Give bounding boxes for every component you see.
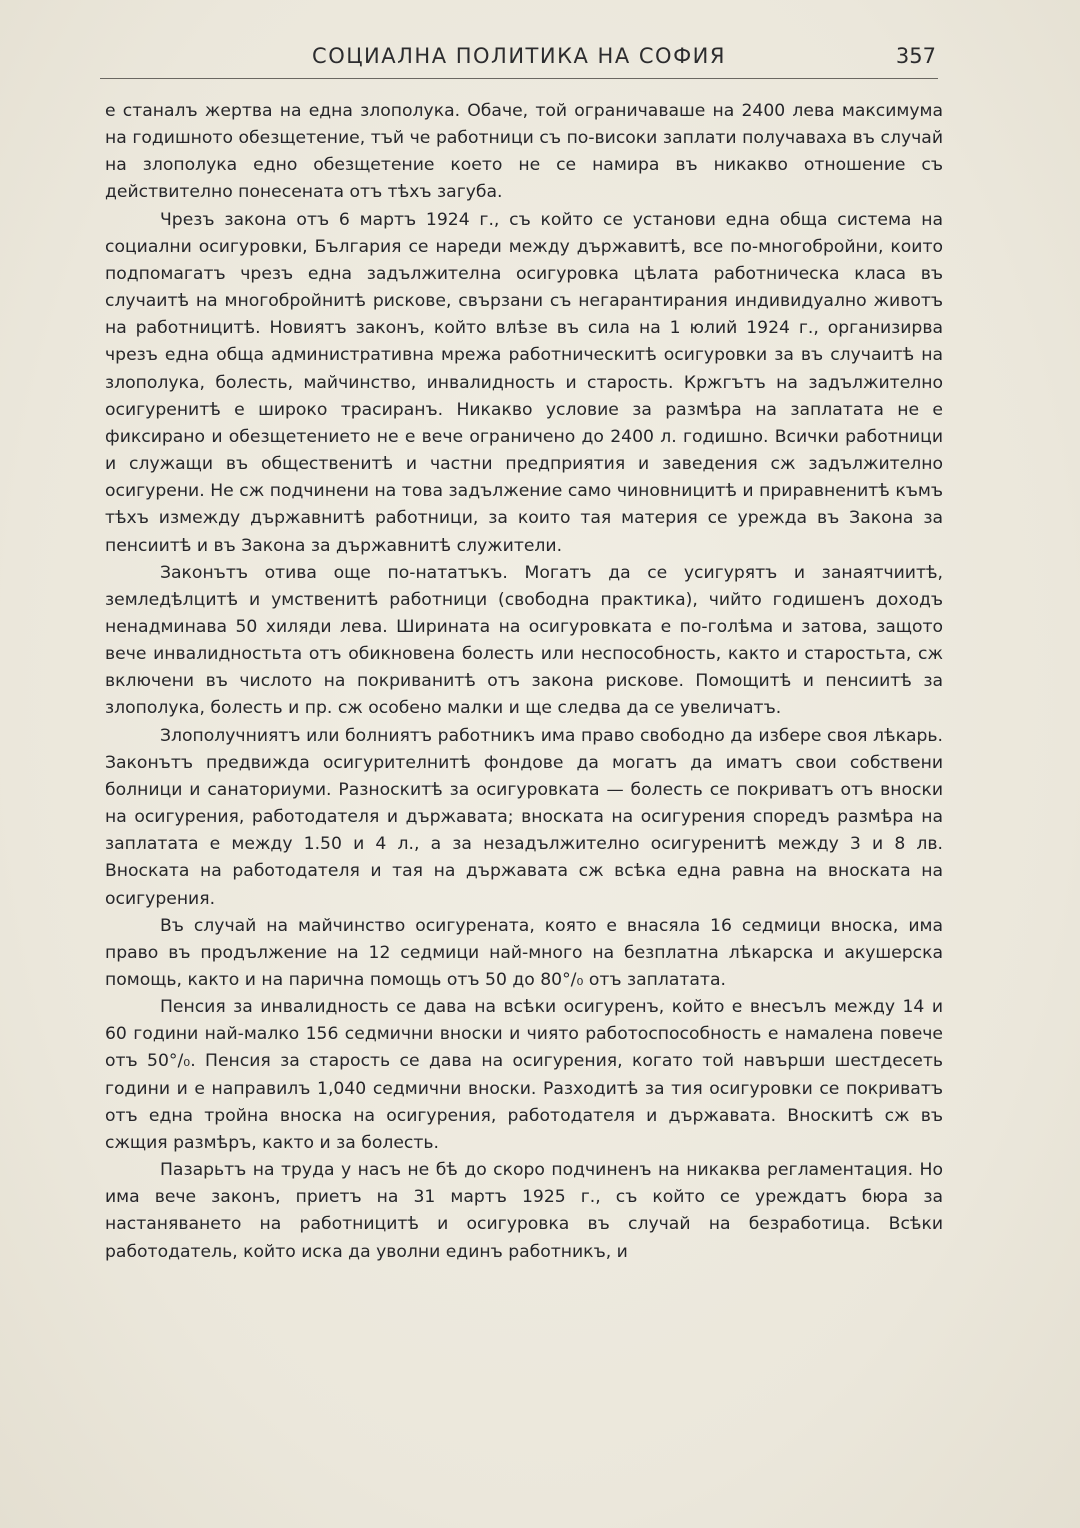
body-text — [105, 98, 943, 1266]
running-title: СОЦИАЛНА ПОЛИТИКА НА СОФИЯ — [312, 44, 726, 68]
paragraph: Законътъ отива още по-нататъкъ. Могатъ да се усигурятъ и занаятчиитѣ, земледѣлцитѣ и умственитѣ работници (свободна практика), чийто годишенъ доходъ ненадминава 50 хиляди лева. Ширината на осигуровката е по-голѣма и затова, защото вече инвалидностьта отъ обикновена болесть или неспособность, както и старостьта, сж включени въ числото на покриванитѣ отъ закона рискове. Помощитѣ и пенсиитѣ за злополука, болесть и пр. сж особено малки и ще следва да се увеличатъ. — [105, 562, 943, 719]
paragraph: Пазарьтъ на труда у насъ не бѣ до скоро подчиненъ на никаква регламентация. Но има вече законъ, приетъ на 31 мартъ 1925 г., съ който се уреждатъ бюра за настаняването на работницитѣ и осигуровка въ случай на безработица. Всѣки работодатель, който иска да уволни единъ работникъ, и — [105, 1160, 943, 1262]
paragraph: Чрезъ закона отъ 6 мартъ 1924 г., съ който се установи една обща система на социални осигуровки, България се нареди между държавитѣ, все по-многобройни, които подпомагатъ чрезъ една задължителна осигуровка цѣлата работническа класа въ случаитѣ на многобройнитѣ рискове, свързани съ негарантирания индивидуално животъ на работницитѣ. Новиятъ законъ, който влѣзе въ сила на 1 юлий 1924 г., организирва чрезъ една обща административна мрежа работническитѣ осигуровки за въ случаитѣ на злополука, болесть, майчинство, инвалидность и старость. Кржгътъ на задължително осигуренитѣ е широко трасиранъ. Никакво условие за размѣра на заплатата не е фиксирано и обезщетението не е вече ограничено до 2400 л. годишно. Всички работници и служащи въ общественитѣ и частни предприятия и заведения сж задължително осигурени. Не сж подчинени на това задължение само чиновницитѣ и приравненитѣ къмъ тѣхъ измежду държавнитѣ работници, за които тая материя се урежда въ Закона за пенсиитѣ и въ Закона за държавнитѣ служители. — [105, 209, 943, 556]
paragraph: Пенсия за инвалидность се дава на всѣки осигуренъ, който е внесълъ между 14 и 60 години най-малко 156 седмични вноски и чиято работоспособность е намалена повече отъ 50°/₀. Пенсия за старость се дава на осигурения, когато той навърши шестдесеть години и е направилъ 1,040 седмични вноски. Разходитѣ за тия осигуровки се покриватъ отъ една тройна вноска на осигурения, работодателя и държавата. Вноскитѣ сж въ сжщия размѣръ, както и за болесть. — [105, 997, 943, 1153]
paragraph: Злополучниятъ или болниятъ работникъ има право свободно да избере своя лѣкарь. Законътъ предвижда осигурителнитѣ фондове да могатъ да иматъ свои собствени болници и санаториуми. Разноскитѣ за осигуровката — болесть се покриватъ отъ вноски на осигурения, работодателя и държавата; вноската на осигурения споредъ размѣра на заплатата е между 1.50 и 4 л., а за незадължително осигуренитѣ между 3 и 8 лв. Вноската на работодателя и тая на държавата сж всѣка една равна на вноската на осигурения. — [105, 725, 943, 909]
paragraph: е станалъ жертва на една злополука. Обаче, той ограничаваше на 2400 лева максимума на годишното обезщетение, тъй че работници съ по-високи заплати получаваха въ случай на злополука едно обезщетение което не се намира въ никакво отношение съ действително понесената отъ тѣхъ загуба. — [105, 101, 943, 203]
paragraph: Въ случай на майчинство осигурената, която е внасяла 16 седмици вноска, има право въ продължение на 12 седмици най-много на безплатна лѣкарска и акушерска помощь, както и на парична помощь отъ 50 до 80°/₀ отъ заплатата. — [105, 915, 943, 990]
running-header — [100, 42, 938, 79]
page-number: 357 — [895, 44, 936, 68]
